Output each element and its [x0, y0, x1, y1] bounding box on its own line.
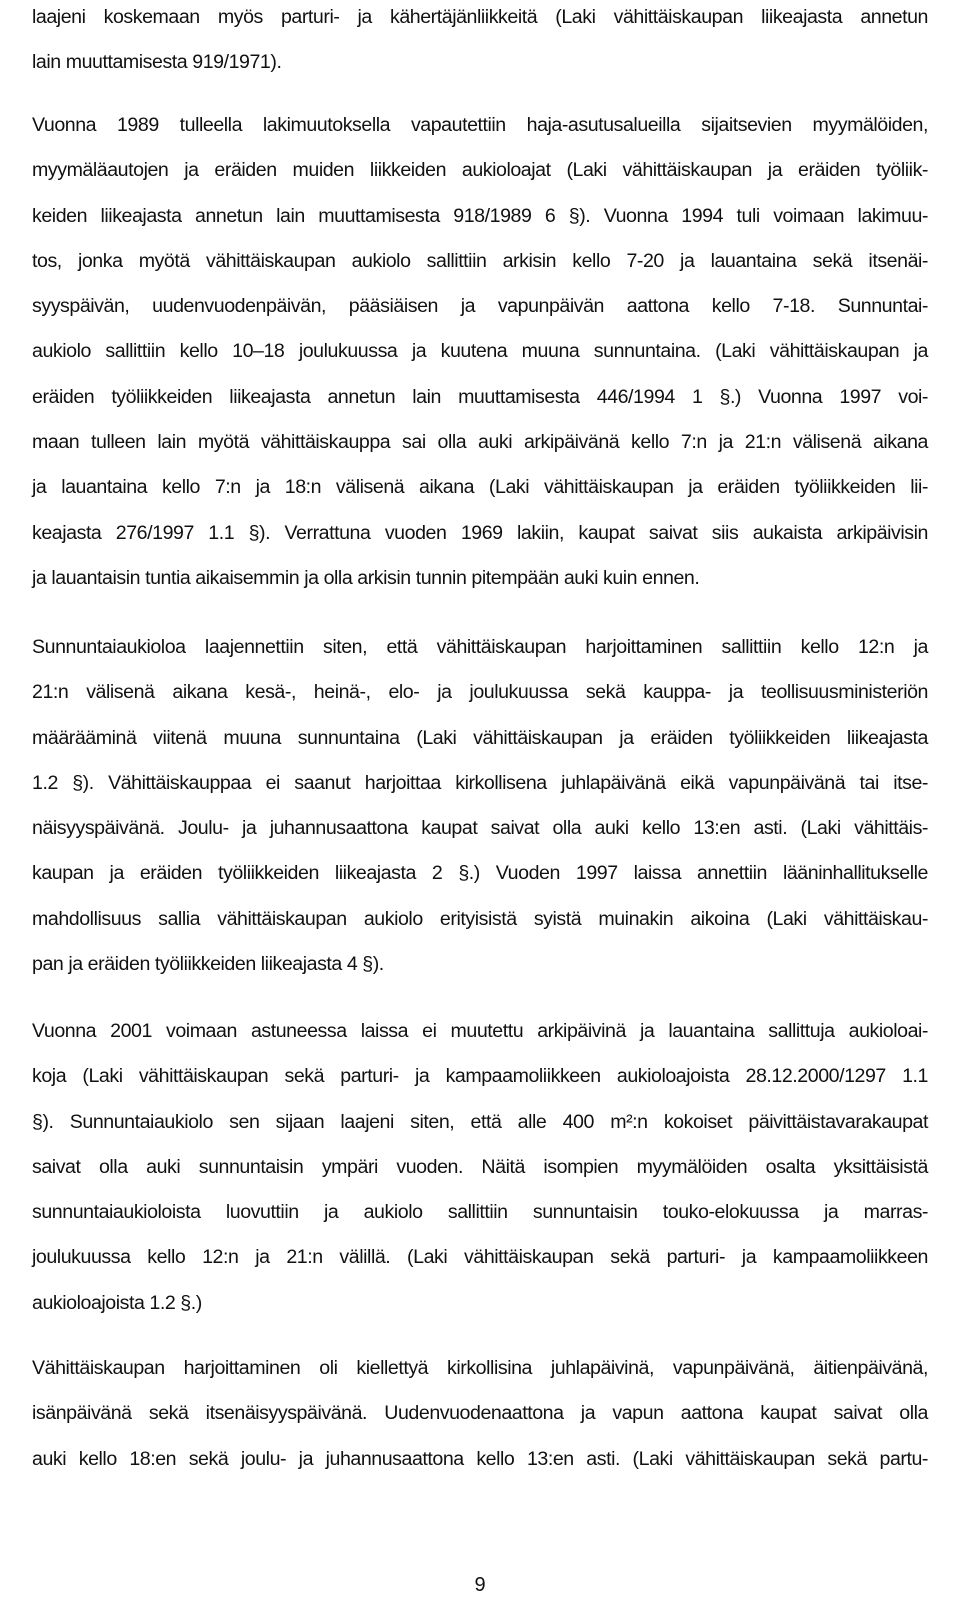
paragraph-2 — [32, 103, 928, 601]
paragraph-line: 1.2 §). Vähittäiskauppaa ei saanut harjoittaa kirkollisena juhlapäivänä eikä vapunpäivänä tai itse- — [32, 771, 928, 794]
paragraph-line: kaupan ja eräiden työliikkeiden liikeajasta 2 §.) Vuoden 1997 laissa annettiin lääninhallitukselle — [32, 862, 928, 885]
paragraph-line: keiden liikeajasta annetun lain muuttamisesta 918/1989 6 §). Vuonna 1994 tuli voimaan lakimuu- — [32, 204, 928, 227]
paragraph-line: §). Sunnuntaiaukiolo sen sijaan laajeni siten, että alle 400 m²:n kokoiset päivittäistavarakaupat — [32, 1110, 928, 1133]
paragraph-line: 21:n välisenä aikana kesä-, heinä-, elo- ja joulukuussa sekä kauppa- ja teollisuusministeriön — [32, 681, 928, 704]
paragraph-line: sunnuntaiaukioloista luovuttiin ja aukiolo sallittiin sunnuntaisin touko-elokuussa ja marras- — [32, 1201, 928, 1224]
paragraph-line: isänpäivänä sekä itsenäisyyspäivänä. Uudenvuodenaattona ja vapun aattona kaupat saivat olla — [32, 1402, 928, 1425]
paragraph-line: joulukuussa kello 12:n ja 21:n välillä. (Laki vähittäiskaupan sekä parturi- ja kampaamoliikkeen — [32, 1246, 928, 1269]
paragraph-line: määrääminä viitenä muuna sunnuntaina (Laki vähittäiskaupan ja eräiden työliikkeiden liikeajasta — [32, 726, 928, 749]
paragraph-1 — [32, 0, 928, 86]
paragraph-4 — [32, 1009, 928, 1326]
paragraph-line: Vähittäiskaupan harjoittaminen oli kiellettyä kirkollisina juhlapäivinä, vapunpäivänä, äitienpäivänä, — [32, 1357, 928, 1379]
paragraph-line: Sunnuntaiaukioloa laajennettiin siten, että vähittäiskaupan harjoittaminen sallittiin kello 12:n ja — [32, 636, 928, 658]
paragraph-line: eräiden työliikkeiden liikeajasta annetun lain muuttamisesta 446/1994 1 §.) Vuonna 1997 voi- — [32, 385, 928, 408]
paragraph-line: keajasta 276/1997 1.1 §). Verrattuna vuoden 1969 lakiin, kaupat saivat siis aukaista arkipäivisin — [32, 521, 928, 544]
paragraph-line: Vuonna 2001 voimaan astuneessa laissa ei muutettu arkipäivinä ja lauantaina sallittuja aukioloai- — [32, 1020, 928, 1042]
paragraph-line: syyspäivän, uudenvuodenpäivän, pääsiäisen ja vapunpäivän aattona kello 7-18. Sunnuntai- — [32, 295, 928, 318]
paragraph-line: näisyyspäivänä. Joulu- ja juhannusaattona kaupat saivat olla auki kello 13:en asti. (Laki vähittäis- — [32, 817, 928, 840]
paragraph-line: laajeni koskemaan myös parturi- ja kähertäjänliikkeitä (Laki vähittäiskaupan liikeajasta annetun — [32, 6, 928, 28]
paragraph-line: auki kello 18:en sekä joulu- ja juhannusaattona kello 13:en asti. (Laki vähittäiskaupan sekä partu- — [32, 1447, 928, 1470]
paragraph-line: myymäläautojen ja eräiden muiden liikkeiden aukioloajat (Laki vähittäiskaupan ja eräiden työliik- — [32, 159, 928, 182]
paragraph-line: maan tulleen lain myötä vähittäiskauppa sai olla auki arkipäivänä kello 7:n ja 21:n välisenä aikana — [32, 431, 928, 454]
paragraph-line: tos, jonka myötä vähittäiskaupan aukiolo sallittiin arkisin kello 7-20 ja lauantaina sekä itsenäi- — [32, 249, 928, 272]
paragraph-line: Vuonna 1989 tulleella lakimuutoksella vapautettiin haja-asutusalueilla sijaitsevien myymälöiden, — [32, 114, 928, 136]
paragraph-line: lain muuttamisesta 919/1971). — [32, 51, 282, 74]
paragraph-line: ja lauantaisin tuntia aikaisemmin ja olla arkisin tunnin pitempään auki kuin ennen. — [32, 566, 700, 589]
paragraph-line: saivat olla auki sunnuntaisin ympäri vuoden. Näitä isompien myymälöiden osalta yksittäisistä — [32, 1155, 928, 1178]
paragraph-line: aukioloajoista 1.2 §.) — [32, 1291, 202, 1314]
paragraph-line: aukiolo sallittiin kello 10–18 joulukuussa ja kuutena muuna sunnuntaina. (Laki vähittäiskaupan ja — [32, 340, 928, 363]
paragraph-5 — [32, 1346, 928, 1482]
paragraph-line: ja lauantaina kello 7:n ja 18:n välisenä aikana (Laki vähittäiskaupan ja eräiden työliikkeiden lii- — [32, 476, 928, 499]
page-number: 9 — [474, 1574, 486, 1596]
paragraph-line: koja (Laki vähittäiskaupan sekä parturi- ja kampaamoliikkeen aukioloajoista 28.12.2000/1297 1.1 — [32, 1065, 928, 1088]
paragraph-line: mahdollisuus sallia vähittäiskaupan aukiolo erityisistä syistä muinakin aikoina (Laki vähittäiskau- — [32, 907, 928, 930]
paragraph-3 — [32, 625, 928, 987]
paragraph-line: pan ja eräiden työliikkeiden liikeajasta 4 §). — [32, 953, 384, 976]
